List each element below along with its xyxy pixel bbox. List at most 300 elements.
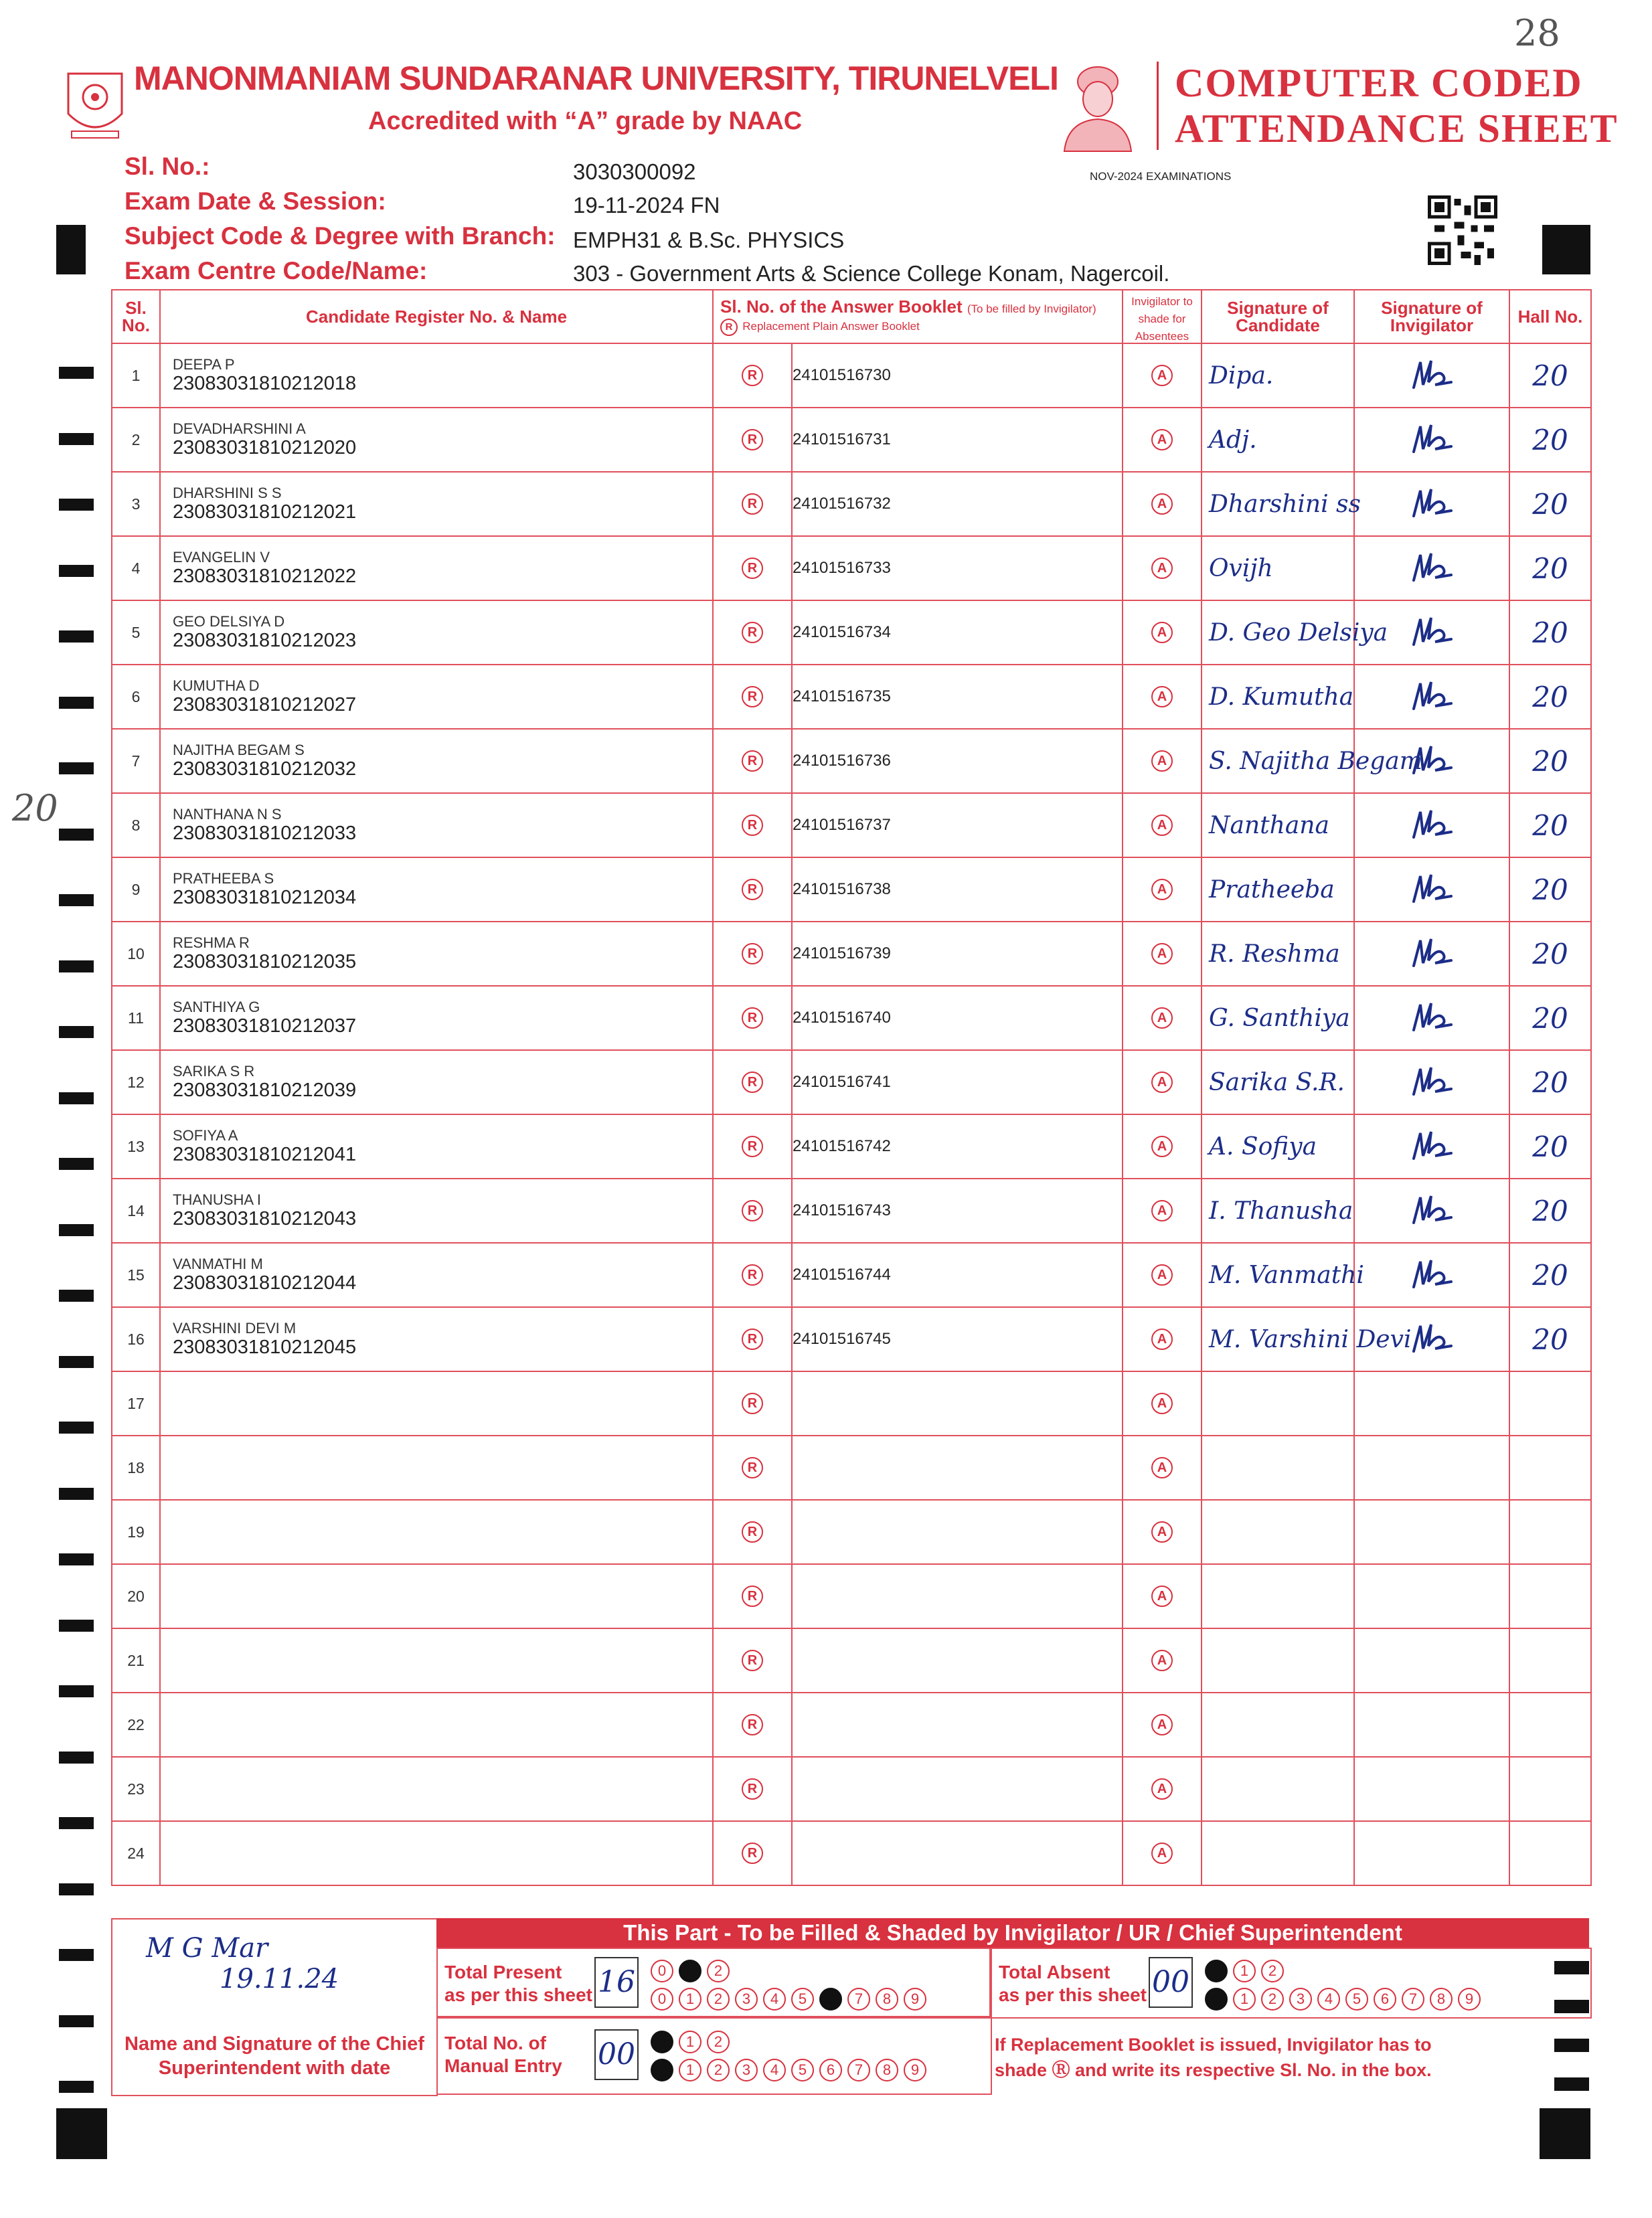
replacement-bubble[interactable]: R xyxy=(742,943,763,964)
table-row xyxy=(112,472,1591,536)
digit-bubble[interactable]: 3 xyxy=(1289,1988,1312,2011)
candidate-signature-cell[interactable] xyxy=(1202,1500,1354,1564)
booklet-no[interactable] xyxy=(792,1371,1123,1436)
invigilator-signature-cell[interactable] xyxy=(1354,1500,1509,1564)
hall-no-cell[interactable] xyxy=(1509,343,1591,408)
candidate-signature-cell[interactable] xyxy=(1202,793,1354,857)
absentee-bubble[interactable]: A xyxy=(1151,1714,1173,1735)
replacement-bubble[interactable]: R xyxy=(742,750,763,772)
absentee-cell xyxy=(1123,1628,1202,1693)
timing-mark xyxy=(59,1158,94,1170)
invigilator-signature xyxy=(1408,548,1455,586)
digit-bubble[interactable]: 0 xyxy=(1205,1988,1228,2011)
candidate-cell xyxy=(160,1436,713,1500)
candidate-cell xyxy=(160,1243,713,1307)
candidate-name: THANUSHA I xyxy=(173,1191,262,1208)
absentee-cell xyxy=(1123,793,1202,857)
invigilator-signature xyxy=(1408,998,1455,1035)
hall-no-cell[interactable] xyxy=(1509,472,1591,536)
total-present-value[interactable]: 16 xyxy=(594,1957,639,2008)
hall-no-cell[interactable] xyxy=(1509,1436,1591,1500)
table-row xyxy=(112,1179,1591,1243)
hall-no-cell[interactable] xyxy=(1509,1114,1591,1179)
row-sl-no: 2 xyxy=(112,408,160,472)
candidate-signature-cell[interactable] xyxy=(1202,1050,1354,1114)
row-sl-no: 12 xyxy=(112,1050,160,1114)
header-sig-invigilator: Signature of Invigilator xyxy=(1354,290,1509,343)
replacement-bubble[interactable]: R xyxy=(742,493,763,515)
header-absentee: Invigilator to shade for Absentees xyxy=(1123,290,1202,343)
timing-mark xyxy=(59,1422,94,1434)
candidate-cell xyxy=(160,600,713,665)
invigilator-signature-cell[interactable] xyxy=(1354,1693,1509,1757)
replacement-cell xyxy=(713,729,792,793)
invigilator-signature-cell[interactable] xyxy=(1354,408,1509,472)
hall-no-cell[interactable] xyxy=(1509,536,1591,600)
invigilator-signature-cell[interactable] xyxy=(1354,536,1509,600)
hall-no-cell[interactable] xyxy=(1509,600,1591,665)
row-sl-no: 11 xyxy=(112,986,160,1050)
digit-bubble[interactable]: 2 xyxy=(1261,1960,1284,1982)
candidate-signature: S. Najitha Begam xyxy=(1209,747,1422,775)
candidate-cell xyxy=(160,1371,713,1436)
candidate-signature-cell[interactable] xyxy=(1202,1243,1364,1307)
candidate-register-no: 23083031810212032 xyxy=(173,758,357,780)
candidate-name: DEEPA P xyxy=(173,356,235,373)
absentee-cell xyxy=(1123,1564,1202,1628)
invigilator-signature-cell[interactable] xyxy=(1354,793,1509,857)
replacement-cell xyxy=(713,1500,792,1564)
invigilator-signature-cell[interactable] xyxy=(1354,665,1509,729)
digit-bubble[interactable]: 2 xyxy=(1261,1988,1284,2011)
table-row xyxy=(112,343,1591,408)
hall-no: 20 xyxy=(1532,1323,1568,1356)
replacement-bubble[interactable]: R xyxy=(742,1714,763,1735)
candidate-signature-cell[interactable] xyxy=(1202,1436,1354,1500)
digit-bubble[interactable]: 2 xyxy=(707,1960,730,1982)
digit-bubble[interactable]: 9 xyxy=(1458,1988,1481,2011)
candidate-signature: G. Santhiya xyxy=(1209,1004,1350,1032)
replacement-bubble[interactable]: R xyxy=(742,1778,763,1800)
invigilator-signature-cell[interactable] xyxy=(1354,1821,1509,1885)
replacement-cell xyxy=(713,793,792,857)
table-row xyxy=(112,600,1591,665)
candidate-signature-cell[interactable] xyxy=(1202,472,1361,536)
margin-note: 20 xyxy=(12,787,58,829)
digit-bubble[interactable]: 1 xyxy=(679,2031,701,2053)
timing-mark xyxy=(59,1488,94,1500)
booklet-no[interactable]: 24101516731 xyxy=(792,408,1123,472)
exam-date-value: 19-11-2024 FN xyxy=(573,193,720,218)
digit-bubble[interactable]: 0 xyxy=(651,2031,673,2053)
candidate-signature-cell[interactable] xyxy=(1202,1757,1354,1821)
replacement-bubble[interactable]: R xyxy=(742,879,763,900)
candidate-signature-cell[interactable] xyxy=(1202,408,1354,472)
absentee-bubble[interactable]: A xyxy=(1151,1393,1173,1414)
candidate-signature-cell[interactable] xyxy=(1202,1564,1354,1628)
candidate-signature: Ovijh xyxy=(1209,554,1273,582)
replacement-cell xyxy=(713,343,792,408)
candidate-signature-cell[interactable] xyxy=(1202,600,1388,665)
absentee-bubble[interactable]: A xyxy=(1151,1650,1173,1671)
booklet-no[interactable]: 24101516734 xyxy=(792,600,1123,665)
candidate-cell xyxy=(160,986,713,1050)
manual-entry-value[interactable]: 00 xyxy=(594,2029,639,2080)
absentee-bubble[interactable]: A xyxy=(1151,879,1173,900)
booklet-no[interactable]: 24101516736 xyxy=(792,729,1123,793)
timing-mark xyxy=(59,960,94,972)
replacement-bubble[interactable]: R xyxy=(742,622,763,643)
absentee-bubble[interactable]: A xyxy=(1151,622,1173,643)
absentee-cell xyxy=(1123,986,1202,1050)
candidate-signature: Pratheeba xyxy=(1209,875,1335,904)
candidate-signature-cell[interactable] xyxy=(1202,1307,1412,1371)
timing-mark xyxy=(59,630,94,643)
table-row xyxy=(112,1628,1591,1693)
absentee-bubble[interactable]: A xyxy=(1151,1072,1173,1093)
candidate-register-no: 23083031810212044 xyxy=(173,1272,357,1294)
candidate-signature-cell[interactable] xyxy=(1202,665,1354,729)
booklet-no[interactable]: 24101516735 xyxy=(792,665,1123,729)
booklet-no[interactable]: 24101516741 xyxy=(792,1050,1123,1114)
candidate-cell xyxy=(160,857,713,922)
hall-no-cell[interactable] xyxy=(1509,408,1591,472)
digit-bubble[interactable]: 3 xyxy=(735,1988,758,2011)
booklet-no[interactable]: 24101516740 xyxy=(792,986,1123,1050)
absentee-bubble[interactable]: A xyxy=(1151,1778,1173,1800)
absentee-bubble[interactable]: A xyxy=(1151,1136,1173,1157)
replacement-bubble[interactable]: R xyxy=(742,1329,763,1350)
invigilator-signature-cell[interactable] xyxy=(1354,1564,1509,1628)
hall-no-cell[interactable] xyxy=(1509,1307,1591,1371)
total-absent-value[interactable]: 00 xyxy=(1149,1957,1193,2008)
absentee-cell xyxy=(1123,1500,1202,1564)
invigilator-signature xyxy=(1408,355,1455,393)
replacement-cell xyxy=(713,600,792,665)
hall-no-cell[interactable] xyxy=(1509,1821,1591,1885)
hall-no: 20 xyxy=(1532,1065,1568,1099)
row-sl-no: 7 xyxy=(112,729,160,793)
table-row xyxy=(112,408,1591,472)
hall-no: 20 xyxy=(1532,616,1568,649)
page-number: 28 xyxy=(1514,12,1560,54)
hall-no: 20 xyxy=(1532,423,1568,456)
chief-label: Name and Signature of the Chief Superintendent with date xyxy=(125,2033,424,2079)
replacement-bubble[interactable]: R xyxy=(742,429,763,450)
digit-bubble[interactable]: 6 xyxy=(819,1988,842,2011)
digit-bubble[interactable]: 5 xyxy=(791,1988,814,2011)
table-row xyxy=(112,1050,1591,1114)
digit-bubble[interactable]: 5 xyxy=(791,2059,814,2081)
sheet-title-line2: ATTENDANCE SHEET xyxy=(1175,106,1619,151)
digit-bubble[interactable]: 1 xyxy=(679,1960,701,1982)
booklet-no[interactable] xyxy=(792,1628,1123,1693)
hall-no-cell[interactable] xyxy=(1509,1693,1591,1757)
invigilator-signature-cell[interactable] xyxy=(1354,1114,1509,1179)
digit-bubble[interactable]: 4 xyxy=(1317,1988,1340,2011)
candidate-register-no: 23083031810212021 xyxy=(173,501,357,523)
absentee-bubble[interactable]: A xyxy=(1151,943,1173,964)
digit-bubble[interactable]: 4 xyxy=(763,1988,786,2011)
row-sl-no: 10 xyxy=(112,922,160,986)
digit-bubble[interactable]: 1 xyxy=(679,1988,701,2011)
booklet-no[interactable]: 24101516745 xyxy=(792,1307,1123,1371)
invigilator-signature-cell[interactable] xyxy=(1354,922,1509,986)
subject-value: EMPH31 & B.Sc. PHYSICS xyxy=(573,228,845,252)
absentee-cell xyxy=(1123,536,1202,600)
replacement-bubble[interactable]: R xyxy=(742,1521,763,1543)
hall-no: 20 xyxy=(1532,744,1568,778)
digit-bubble[interactable]: 8 xyxy=(876,1988,898,2011)
candidate-signature-cell[interactable] xyxy=(1202,729,1422,793)
table-row xyxy=(112,536,1591,600)
replacement-bubble[interactable]: R xyxy=(742,686,763,707)
replacement-bubble[interactable]: R xyxy=(742,1843,763,1864)
candidate-signature: Dharshini ss xyxy=(1209,490,1361,518)
hall-no-cell[interactable] xyxy=(1509,986,1591,1050)
hall-no: 20 xyxy=(1532,487,1568,521)
absentee-bubble[interactable]: A xyxy=(1151,750,1173,772)
candidate-signature-cell[interactable] xyxy=(1202,857,1354,922)
booklet-no[interactable]: 24101516733 xyxy=(792,536,1123,600)
invigilator-signature-cell[interactable] xyxy=(1354,343,1509,408)
digit-bubble[interactable]: 6 xyxy=(1374,1988,1396,2011)
hall-no-cell[interactable] xyxy=(1509,1564,1591,1628)
invigilator-signature-cell[interactable] xyxy=(1354,1179,1509,1243)
candidate-name: SOFIYA A xyxy=(173,1127,238,1144)
replacement-bubble[interactable]: R xyxy=(742,1586,763,1607)
timing-mark xyxy=(59,1752,94,1764)
hall-no: 20 xyxy=(1532,1001,1568,1035)
row-sl-no: 15 xyxy=(112,1243,160,1307)
candidate-name: GEO DELSIYA D xyxy=(173,613,285,630)
candidate-signature-cell[interactable] xyxy=(1202,1114,1354,1179)
hall-no-cell[interactable] xyxy=(1509,1500,1591,1564)
invigilator-signature-cell[interactable] xyxy=(1354,1050,1509,1114)
invigilator-signature-cell[interactable] xyxy=(1354,1628,1509,1693)
table-row xyxy=(112,1693,1591,1757)
digit-bubble[interactable]: 2 xyxy=(707,2059,730,2081)
absentee-bubble[interactable]: A xyxy=(1151,1264,1173,1286)
invigilator-signature xyxy=(1408,484,1455,521)
timing-mark xyxy=(59,1356,94,1368)
booklet-no[interactable] xyxy=(792,1693,1123,1757)
header-sig-candidate: Signature of Candidate xyxy=(1202,290,1354,343)
replacement-bubble[interactable]: R xyxy=(742,1200,763,1221)
digit-bubble[interactable]: 0 xyxy=(1205,1960,1228,1982)
invigilator-signature xyxy=(1408,1062,1455,1100)
digit-bubble[interactable]: 5 xyxy=(1345,1988,1368,2011)
absentee-bubble[interactable]: A xyxy=(1151,1843,1173,1864)
table-row xyxy=(112,986,1591,1050)
booklet-no[interactable]: 24101516739 xyxy=(792,922,1123,986)
replacement-bubble[interactable]: R xyxy=(742,558,763,579)
absentee-cell xyxy=(1123,600,1202,665)
candidate-signature-cell[interactable] xyxy=(1202,1371,1354,1436)
candidate-signature-cell[interactable] xyxy=(1202,343,1354,408)
booklet-no[interactable] xyxy=(792,1436,1123,1500)
hall-no-cell[interactable] xyxy=(1509,922,1591,986)
candidate-signature-cell[interactable] xyxy=(1202,922,1354,986)
booklet-no[interactable] xyxy=(792,1821,1123,1885)
hall-no-cell[interactable] xyxy=(1509,1757,1591,1821)
booklet-no[interactable]: 24101516743 xyxy=(792,1179,1123,1243)
row-sl-no: 21 xyxy=(112,1628,160,1693)
candidate-signature-cell[interactable] xyxy=(1202,1628,1354,1693)
timing-mark xyxy=(59,697,94,709)
booklet-no[interactable]: 24101516737 xyxy=(792,793,1123,857)
present-tens-bubbles xyxy=(651,1960,730,1982)
replacement-cell xyxy=(713,1757,792,1821)
digit-bubble[interactable]: 6 xyxy=(819,2059,842,2081)
candidate-signature-cell[interactable] xyxy=(1202,1821,1354,1885)
row-sl-no: 14 xyxy=(112,1179,160,1243)
hall-no-cell[interactable] xyxy=(1509,857,1591,922)
founder-portrait xyxy=(1054,58,1141,151)
hall-no-cell[interactable] xyxy=(1509,1179,1591,1243)
replacement-bubble[interactable]: R xyxy=(742,365,763,386)
absentee-bubble[interactable]: A xyxy=(1151,1329,1173,1350)
absentee-bubble[interactable]: A xyxy=(1151,1521,1173,1543)
candidate-register-no: 23083031810212039 xyxy=(173,1080,357,1101)
digit-bubble[interactable]: 8 xyxy=(1430,1988,1453,2011)
digit-bubble[interactable]: 1 xyxy=(1233,1988,1256,2011)
candidate-cell xyxy=(160,536,713,600)
digit-bubble[interactable]: 8 xyxy=(876,2059,898,2081)
candidate-signature-cell[interactable] xyxy=(1202,986,1354,1050)
absentee-cell xyxy=(1123,857,1202,922)
replacement-bubble[interactable]: R xyxy=(742,1136,763,1157)
digit-bubble[interactable]: 2 xyxy=(707,2031,730,2053)
hall-no: 20 xyxy=(1532,808,1568,842)
absentee-bubble[interactable]: A xyxy=(1151,429,1173,450)
digit-bubble[interactable]: 3 xyxy=(735,2059,758,2081)
replacement-legend-icon: R xyxy=(720,319,738,336)
digit-bubble[interactable]: 9 xyxy=(904,2059,926,2081)
invigilator-signature-cell[interactable] xyxy=(1354,1243,1509,1307)
booklet-no[interactable] xyxy=(792,1757,1123,1821)
row-sl-no: 5 xyxy=(112,600,160,665)
digit-bubble[interactable]: 4 xyxy=(763,2059,786,2081)
absentee-cell xyxy=(1123,343,1202,408)
absentee-bubble[interactable]: A xyxy=(1151,1457,1173,1478)
manual-units-bubbles xyxy=(651,2059,926,2081)
hall-no-cell[interactable] xyxy=(1509,1371,1591,1436)
invigilator-signature xyxy=(1408,1255,1455,1292)
absentee-bubble[interactable]: A xyxy=(1151,1200,1173,1221)
digit-bubble[interactable]: 0 xyxy=(651,1960,673,1982)
digit-bubble[interactable]: 9 xyxy=(904,1988,926,2011)
replacement-note: If Replacement Booklet is issued, Invigilator has to shade Ⓡ and write its respective Sl. No. in the box. xyxy=(995,2035,1432,2080)
timing-mark xyxy=(59,2015,94,2027)
candidate-name: SARIKA S R xyxy=(173,1063,255,1080)
invigilator-signature xyxy=(1408,1319,1455,1357)
hall-no: 20 xyxy=(1532,1194,1568,1227)
replacement-bubble[interactable]: R xyxy=(742,1457,763,1478)
timing-mark xyxy=(59,433,94,445)
digit-bubble[interactable]: 1 xyxy=(1233,1960,1256,1982)
digit-bubble[interactable]: 0 xyxy=(651,2059,673,2081)
booklet-no[interactable] xyxy=(792,1500,1123,1564)
absentee-bubble[interactable]: A xyxy=(1151,558,1173,579)
candidate-signature-cell[interactable] xyxy=(1202,1179,1354,1243)
booklet-no[interactable]: 24101516732 xyxy=(792,472,1123,536)
invigilator-signature xyxy=(1408,677,1455,714)
replacement-bubble[interactable]: R xyxy=(742,1650,763,1671)
manual-entry-label: Total No. of Manual Entry xyxy=(444,2033,562,2076)
replacement-bubble[interactable]: R xyxy=(742,1007,763,1029)
invigilator-signature xyxy=(1408,420,1455,457)
absentee-cell xyxy=(1123,1114,1202,1179)
booklet-no[interactable]: 24101516742 xyxy=(792,1114,1123,1179)
invigilator-signature-cell[interactable] xyxy=(1354,1371,1509,1436)
corner-mark-top-right xyxy=(1542,225,1590,274)
replacement-cell xyxy=(713,922,792,986)
absentee-cell xyxy=(1123,1436,1202,1500)
candidate-register-no: 23083031810212018 xyxy=(173,373,357,394)
absentee-bubble[interactable]: A xyxy=(1151,365,1173,386)
digit-bubble[interactable]: 7 xyxy=(847,2059,870,2081)
invigilator-signature-cell[interactable] xyxy=(1354,1757,1509,1821)
candidate-name: NAJITHA BEGAM S xyxy=(173,742,305,758)
hall-no-cell[interactable] xyxy=(1509,1050,1591,1114)
absentee-bubble[interactable]: A xyxy=(1151,1007,1173,1029)
invigilator-signature-cell[interactable] xyxy=(1354,472,1509,536)
digit-bubble[interactable]: 2 xyxy=(707,1988,730,2011)
absentee-bubble[interactable]: A xyxy=(1151,815,1173,836)
candidate-signature: R. Reshma xyxy=(1209,940,1340,968)
booklet-no[interactable] xyxy=(792,1564,1123,1628)
digit-bubble[interactable]: 1 xyxy=(679,2059,701,2081)
timing-mark xyxy=(59,2081,94,2093)
timing-mark xyxy=(59,762,94,774)
replacement-bubble[interactable]: R xyxy=(742,1264,763,1286)
absentee-cell xyxy=(1123,1821,1202,1885)
absentee-bubble[interactable]: A xyxy=(1151,493,1173,515)
absentee-cell xyxy=(1123,1179,1202,1243)
absentee-cell xyxy=(1123,1243,1202,1307)
table-row xyxy=(112,857,1591,922)
absentee-bubble[interactable]: A xyxy=(1151,686,1173,707)
candidate-cell xyxy=(160,1179,713,1243)
absentee-bubble[interactable]: A xyxy=(1151,1586,1173,1607)
booklet-no[interactable]: 24101516744 xyxy=(792,1243,1123,1307)
replacement-bubble[interactable]: R xyxy=(742,1393,763,1414)
digit-bubble[interactable]: 7 xyxy=(847,1988,870,2011)
candidate-signature-cell[interactable] xyxy=(1202,536,1354,600)
hall-no-cell[interactable] xyxy=(1509,665,1591,729)
digit-bubble[interactable]: 7 xyxy=(1402,1988,1424,2011)
timing-mark xyxy=(59,1817,94,1829)
invigilator-signature-cell[interactable] xyxy=(1354,1436,1509,1500)
hall-no-cell[interactable] xyxy=(1509,1628,1591,1693)
replacement-bubble[interactable]: R xyxy=(742,815,763,836)
row-sl-no: 13 xyxy=(112,1114,160,1179)
replacement-cell xyxy=(713,1371,792,1436)
digit-bubble[interactable]: 0 xyxy=(651,1988,673,2011)
hall-no-cell[interactable] xyxy=(1509,793,1591,857)
invigilator-signature-cell[interactable] xyxy=(1354,857,1509,922)
candidate-signature-cell[interactable] xyxy=(1202,1693,1354,1757)
replacement-bubble[interactable]: R xyxy=(742,1072,763,1093)
attendance-table xyxy=(111,289,1592,1886)
replacement-cell xyxy=(713,665,792,729)
hall-no-cell[interactable] xyxy=(1509,729,1591,793)
hall-no-cell[interactable] xyxy=(1509,1243,1591,1307)
booklet-no[interactable]: 24101516738 xyxy=(792,857,1123,922)
booklet-no[interactable]: 24101516730 xyxy=(792,343,1123,408)
invigilator-signature-cell[interactable] xyxy=(1354,986,1509,1050)
